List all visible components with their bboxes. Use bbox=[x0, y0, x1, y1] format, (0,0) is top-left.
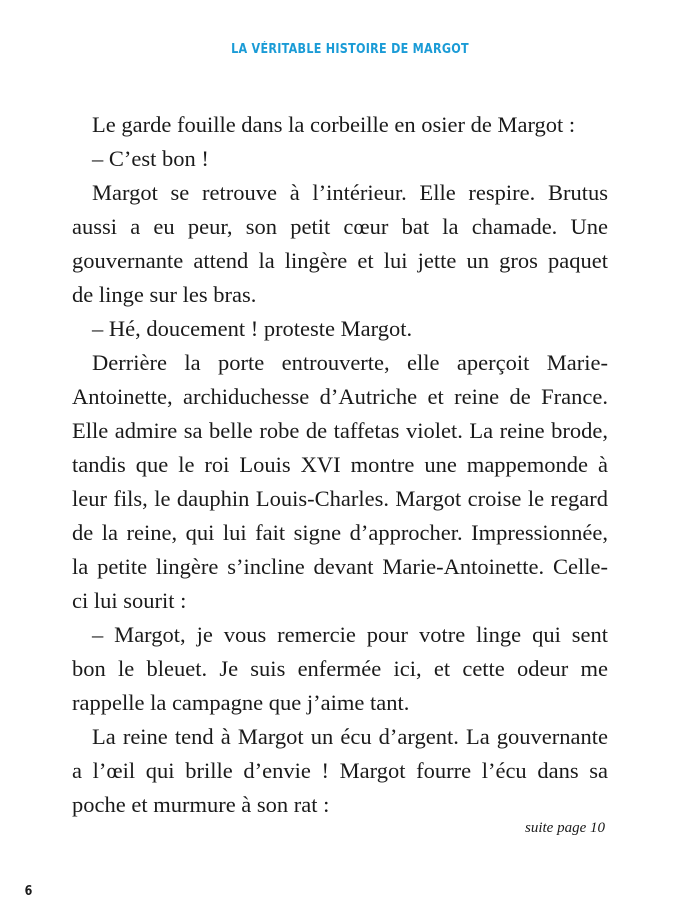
text-line: – C’est bon ! bbox=[92, 146, 209, 171]
text-line: Antoinette, archiduchesse d’Autriche et reine de France. bbox=[72, 384, 608, 409]
continuation-note: suite page 10 bbox=[525, 820, 605, 836]
text-line: a l’œil qui brille d’envie ! Margot fourre l’écu dans sa bbox=[72, 758, 608, 783]
text-line: – Hé, doucement ! proteste Margot. bbox=[92, 316, 413, 341]
text-line: aussi a eu peur, son petit cœur bat la chamade. Une bbox=[72, 214, 608, 239]
text-line: poche et murmure à son rat : bbox=[72, 792, 330, 817]
text-line: La reine tend à Margot un écu d’argent. La gouvernante bbox=[92, 724, 608, 749]
body-text bbox=[72, 108, 608, 822]
running-title: LA VÉRITABLE HISTOIRE DE MARGOT bbox=[231, 42, 469, 57]
text-line: de linge sur les bras. bbox=[72, 282, 257, 307]
text-line: rappelle la campagne que j’aime tant. bbox=[72, 690, 410, 715]
text-line: Le garde fouille dans la corbeille en osier de Margot : bbox=[92, 112, 576, 137]
text-line: tandis que le roi Louis XVI montre une mappemonde à bbox=[72, 452, 608, 477]
text-line: Derrière la porte entrouverte, elle aperçoit Marie- bbox=[92, 350, 608, 375]
text-line: Elle admire sa belle robe de taffetas violet. La reine brode, bbox=[72, 418, 608, 443]
text-line: de la reine, qui lui fait signe d’approcher. Impressionnée, bbox=[72, 520, 608, 545]
text-line: gouvernante attend la lingère et lui jette un gros paquet bbox=[72, 248, 608, 273]
text-line: leur fils, le dauphin Louis-Charles. Margot croise le regard bbox=[72, 486, 608, 511]
page-number: 6 bbox=[24, 884, 33, 899]
text-line: – Margot, je vous remercie pour votre linge qui sent bbox=[92, 622, 608, 647]
text-line: ci lui sourit : bbox=[72, 588, 187, 613]
text-line: Margot se retrouve à l’intérieur. Elle respire. Brutus bbox=[92, 180, 608, 205]
text-line: la petite lingère s’incline devant Marie-Antoinette. Celle- bbox=[72, 554, 608, 579]
text-line: bon le bleuet. Je suis enfermée ici, et cette odeur me bbox=[72, 656, 608, 681]
